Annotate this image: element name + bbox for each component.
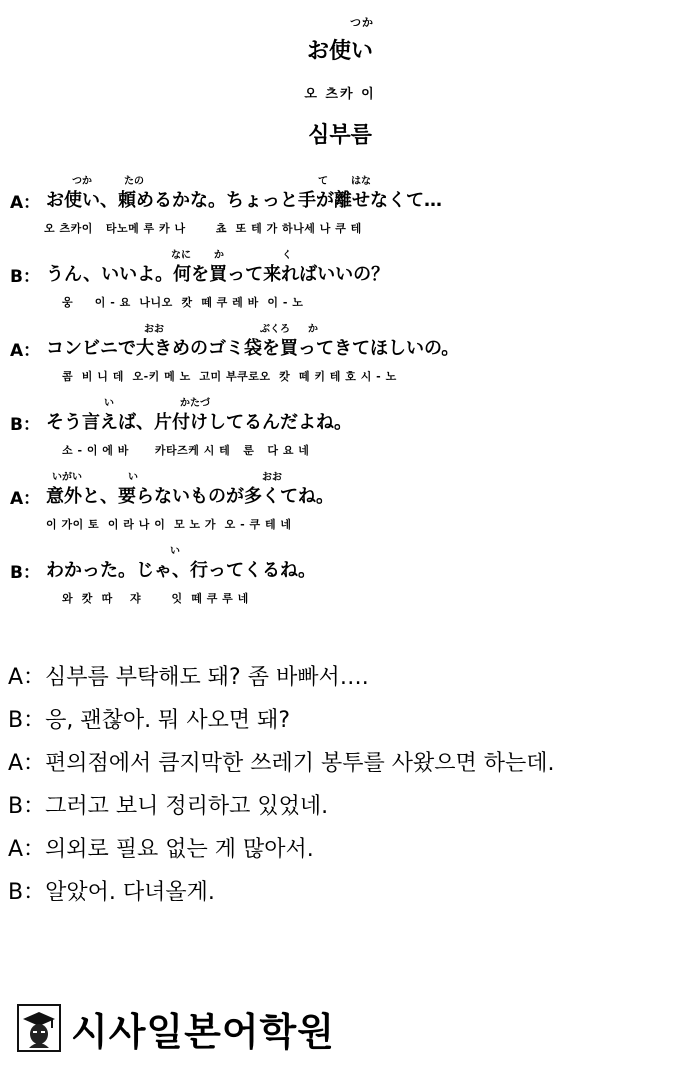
speaker-label: A： [10, 193, 41, 213]
ruby: い [104, 398, 114, 409]
ruby: かたづ [180, 398, 210, 409]
title-ruby: つか [350, 16, 374, 29]
ruby: く [282, 250, 292, 261]
ruby: おお [144, 324, 164, 335]
academy-logo [17, 1000, 335, 1056]
ruby: か [308, 324, 318, 335]
korean-reading: 소 - 이 에 바 카타즈케 시 테 룬 다 요 네 [62, 444, 310, 457]
ruby-row [0, 320, 680, 334]
ruby: い [170, 546, 180, 557]
graduate-emblem-icon [17, 1004, 61, 1052]
ruby: ぶくろ [260, 324, 290, 335]
korean-reading: 와 캇 따 쟈 잇 떼 쿠 루 네 [62, 592, 249, 605]
title-korean: 심부름 [308, 123, 372, 148]
korean-reading: 오 츠카이 타노메 루 카 나 쵸 또 테 가 하나세 나 쿠 테 [44, 222, 362, 235]
speaker-label: A： [10, 489, 41, 509]
ruby-row [0, 542, 680, 556]
japanese-text: わかった。じゃ、行ってくるね。 [46, 560, 316, 581]
ruby: なに [171, 250, 191, 261]
translation-line: A：의외로 필요 없는 게 많아서. [8, 837, 314, 862]
academy-name: 시사일본어학원 [71, 1009, 335, 1054]
ruby: て [318, 176, 328, 187]
speaker-label: B： [10, 563, 40, 583]
japanese-text: コンビニで大きめのゴミ袋を買ってきてほしいの。 [46, 338, 460, 359]
korean-reading: 웅 이 - 요 나니오 캇 떼 쿠 레 바 이 - 노 [62, 296, 304, 309]
ruby: つか [72, 176, 92, 187]
korean-reading: 콤 비 니 데 오-키 메 노 고미 부쿠로오 캇 떼 키 테 호 시 - 노 [62, 370, 397, 383]
japanese-text: うん、いいよ。何を買って来ればいいの？ [46, 264, 390, 285]
translation-line: A：편의점에서 큼지막한 쓰레기 봉투를 사왔으면 하는데. [8, 751, 555, 776]
translation-line: B：알았어. 다녀올게. [8, 880, 215, 905]
page-title: お使い [306, 39, 373, 64]
ruby: おお [262, 472, 282, 483]
ruby-row [0, 394, 680, 408]
dialogue-line [0, 542, 680, 616]
speaker-label: A： [10, 341, 41, 361]
korean-reading: 이 가이 토 이 라 나 이 모 노 가 오 - 쿠 테 네 [46, 518, 292, 531]
speaker-label: B： [10, 415, 40, 435]
translation-line: A：심부름 부탁해도 돼? 좀 바빠서…. [8, 665, 369, 690]
ruby: いがい [52, 472, 82, 483]
title-reading: 오 츠카 이 [304, 87, 376, 102]
dialogue-line [0, 320, 680, 394]
translation-line: B：그러고 보니 정리하고 있었네. [8, 794, 329, 819]
ruby: い [128, 472, 138, 483]
dialogue-line [0, 394, 680, 468]
ruby-row [0, 246, 680, 260]
ruby: はな [351, 176, 371, 187]
dialogue-line [0, 246, 680, 320]
ruby: か [214, 250, 224, 261]
ruby: たの [124, 176, 144, 187]
ruby-row [0, 468, 680, 482]
ruby-row [0, 172, 680, 186]
translation-line: B：응, 괜찮아. 뭐 사오면 돼? [8, 708, 290, 733]
japanese-text: お使い、頼めるかな。ちょっと手が離せなくて… [46, 190, 442, 211]
dialogue-line [0, 172, 680, 246]
speaker-label: B： [10, 267, 40, 287]
japanese-text: 意外と、要らないものが多くてね。 [46, 486, 334, 507]
dialogue-line [0, 468, 680, 542]
japanese-text: そう言えば、片付けしてるんだよね。 [46, 412, 352, 433]
